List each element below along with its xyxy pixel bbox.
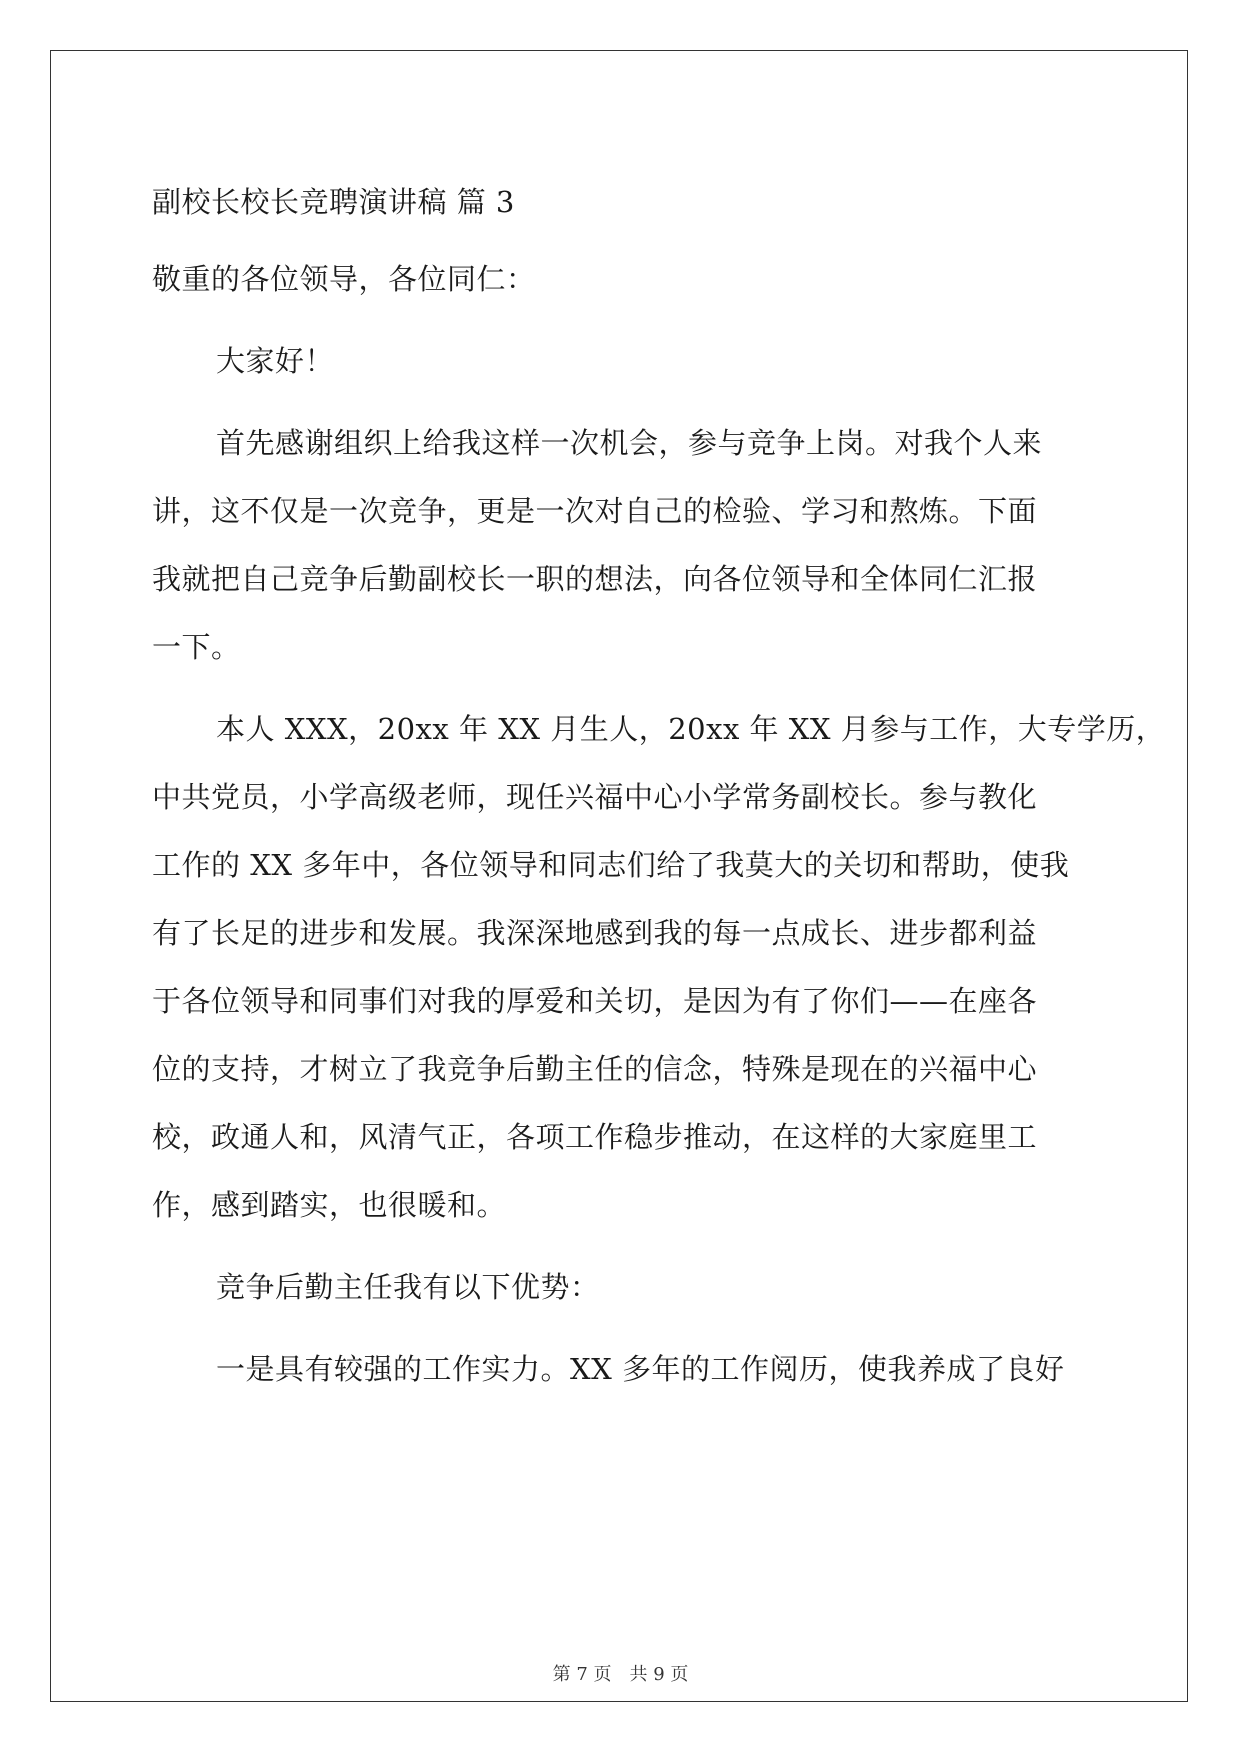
page-total: 共 9 页 bbox=[629, 1664, 689, 1685]
paragraph-line: 于各位领导和同事们对我的厚爱和关切，是因为有了你们——在座各 bbox=[152, 984, 1038, 1018]
paragraph-line: 校，政通人和，风清气正，各项工作稳步推动，在这样的大家庭里工 bbox=[152, 1120, 1038, 1154]
paragraph-advantages-heading bbox=[152, 1253, 1082, 1321]
paragraph-line: 一下。 bbox=[152, 630, 241, 664]
paragraph-line: 一是具有较强的工作实力。XX 多年的工作阅历，使我养成了良好 bbox=[216, 1352, 1065, 1386]
paragraph-line: 中共党员，小学高级老师，现任兴福中心小学常务副校长。参与教化 bbox=[152, 780, 1038, 814]
paragraph-advantage-one bbox=[152, 1335, 1082, 1403]
paragraph-line: 我就把自己竞争后勤副校长一职的想法，向各位领导和全体同仁汇报 bbox=[152, 562, 1038, 596]
salutation: 敬重的各位领导，各位同仁： bbox=[152, 262, 536, 296]
paragraph-background bbox=[152, 695, 1166, 1239]
page-footer bbox=[0, 1660, 1241, 1686]
paragraph-line: 作，感到踏实，也很暖和。 bbox=[152, 1188, 507, 1222]
document-body bbox=[152, 168, 1166, 1403]
paragraph-line: 大家好！ bbox=[216, 344, 335, 378]
paragraph-line: 位的支持，才树立了我竞争后勤主任的信念，特殊是现在的兴福中心 bbox=[152, 1052, 1038, 1086]
paragraph-line: 首先感谢组织上给我这样一次机会，参与竞争上岗。对我个人来 bbox=[216, 426, 1043, 460]
paragraph-line: 竞争后勤主任我有以下优势： bbox=[216, 1270, 600, 1304]
document-title: 副校长校长竞聘演讲稿 篇 3 bbox=[152, 185, 515, 219]
paragraph-intro bbox=[152, 409, 1082, 681]
paragraph-line: 本人 XXX，20xx 年 XX 月生人，20xx 年 XX 月参与工作，大专学历， bbox=[216, 712, 1166, 746]
paragraph-greeting bbox=[152, 327, 1082, 395]
paragraph-line: 有了长足的进步和发展。我深深地感到我的每一点成长、进步都利益 bbox=[152, 916, 1038, 950]
paragraph-line: 工作的 XX 多年中，各位领导和同志们给了我莫大的关切和帮助，使我 bbox=[152, 848, 1070, 882]
page-number: 第 7 页 bbox=[552, 1664, 612, 1685]
paragraph-line: 讲，这不仅是一次竞争，更是一次对自己的检验、学习和熬炼。下面 bbox=[152, 494, 1038, 528]
